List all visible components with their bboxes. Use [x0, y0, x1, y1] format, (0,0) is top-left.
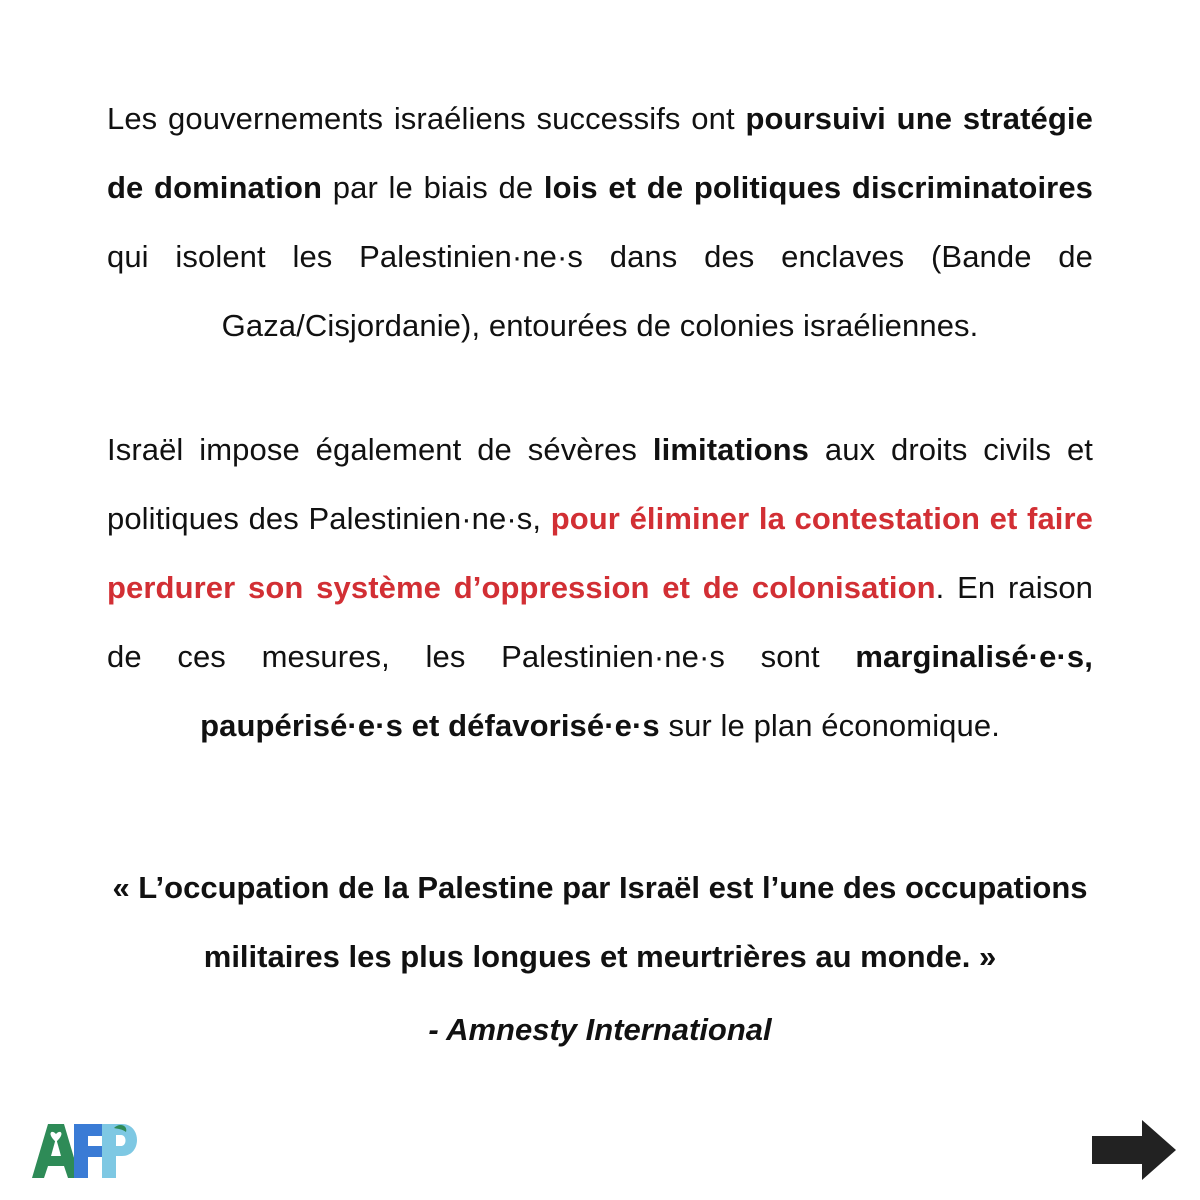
p1-bold-laws: lois et de politiques discriminatoires	[543, 170, 1094, 205]
p2-bold-marginalised: marginalisé·e·s, paupérisé·e·s et défavorisé·e·s	[200, 639, 1093, 743]
paragraph-domination	[107, 84, 1093, 360]
p2-seg-6: sur le plan économique.	[659, 708, 1000, 743]
p2-bold-limitations: limitations	[652, 432, 810, 467]
p1-seg-0: Les gouvernements israéliens successifs ont	[107, 101, 746, 136]
amnesty-quote: « L’occupation de la Palestine par Israël est l’une des occupations militaires les plus longues et meurtrières au monde. »	[112, 870, 1088, 974]
p1-seg-4: qui isolent les Palestinien·ne·s dans des enclaves (Bande de Gaza/Cisjordanie), entourées de colonies israéliennes.	[107, 239, 1093, 343]
p1-seg-2: par le biais de	[322, 170, 544, 205]
quote-attribution: - Amnesty International	[428, 1012, 772, 1047]
afp-logo-icon	[30, 1120, 140, 1180]
right-arrow-icon[interactable]	[1090, 1118, 1178, 1182]
p1-bold-strategy: poursuivi une stratégie de domination	[107, 101, 1093, 205]
paragraph-limitations	[107, 415, 1093, 760]
p2-seg-4: . En raison de ces mesures, les Palestinien·ne·s sont	[107, 570, 1093, 674]
p2-red-highlight: pour éliminer la contestation et faire perdurer son système d’oppression et de colonisation	[107, 501, 1094, 605]
p2-seg-0: Israël impose également de sévères	[107, 432, 653, 467]
p2-seg-2: aux droits civils et politiques des Palestinien·ne·s,	[107, 432, 1093, 536]
